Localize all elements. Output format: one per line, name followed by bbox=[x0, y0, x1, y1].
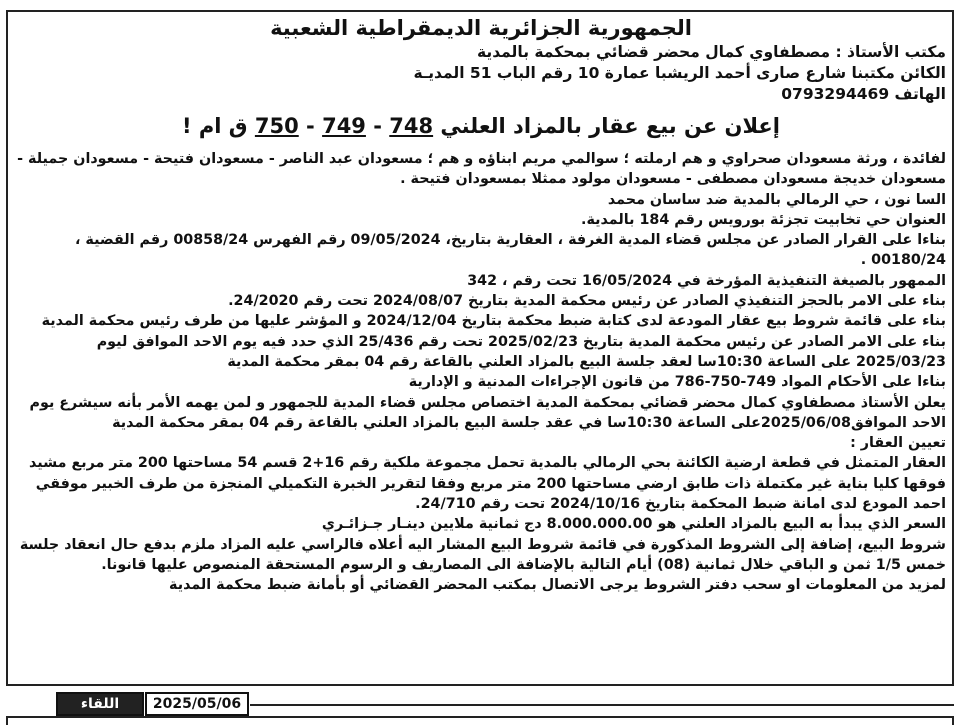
body-paragraph: السعر الذي يبدأ به البيع بالمزاد العلني هو 8.000.000.00 دج ثمانية ملايين دينـار جـزائـري bbox=[321, 516, 946, 533]
office-line: مكتب الأستاذ : مصطفاوي كمال محضر قضائي بمحكمة بالمدية bbox=[476, 43, 946, 61]
footer-bar bbox=[0, 692, 962, 714]
body-paragraph: شروط البيع، إضافة إلى الشروط المذكورة في قائمة شروط البيع المشار اليه أعلاه فالراسي عليه المزاد ملزم بدفع حال انعقاد جلسة خمس 1/5 ثمن و الباقي خلال ثمانية (08) أيام التالية بالإضافة الى المصاريف و الرسوم المستحقة المنصوص عليها قانونا. bbox=[19, 536, 946, 573]
address-line: الكائن مكتبنا شارع صارى أحمد الريشبا عمارة 10 رقم الباب 51 المديـة bbox=[413, 64, 946, 82]
notice-document bbox=[0, 14, 962, 596]
title-number-750: 750 bbox=[254, 114, 299, 138]
body-paragraph: يعلن الأستاذ مصطفاوي كمال محضر قضائي بمحكمة المدية اختصاص مجلس قضاء المدية للجمهور و لمن يهمه الأمر بأنه سيشرع يوم الاحد الموافق2025/06/08على الساعة 10:30سا في عقد جلسة البيع بالمزاد العلني بالقاعة رقم 04 بمقر محكمة المدية bbox=[29, 394, 946, 431]
title-number-748: 748 bbox=[389, 114, 434, 138]
body-paragraph: بناء على الامر بالحجز التنفيذي الصادر عن رئيس محكمة المدية بتاريخ 2024/08/07 تحت رقم 24/2020. bbox=[228, 293, 946, 310]
body-paragraph: بناء على قائمة شروط بيع عقار المودعة لدى كتابة ضبط محكمة بتاريخ 2024/12/04 و المؤشر عليها من طرف رئيس محكمة المدية bbox=[41, 313, 946, 330]
body-paragraph: السا نون ، حي الرمالي بالمدية ضد ساسان محمد bbox=[607, 191, 946, 208]
title-sep-2: - bbox=[306, 114, 323, 138]
title-number-749: 749 bbox=[322, 114, 366, 138]
notice-body bbox=[0, 149, 962, 596]
body-paragraph: بناءا على القرار الصادر عن مجلس قضاء المدية الغرفة ، العقارية بتاريخ، 09/05/2024 رقم الفهرس 00858/24 رقم القضية ، 00180/24 . bbox=[74, 232, 946, 269]
title-sep-1: - bbox=[373, 114, 390, 138]
body-paragraph: لفائدة ، ورثة مسعودان صحراوي و هم ارملته ؛ سوالمي مريم ابناؤه و هم ؛ مسعودان عبد الناصر - مسعودان فتيحة - مسعودان جميلة - مسعودان خديجة مسعودان مصطفى - مسعودان مولود ممثلا بمسعودان فتيحة . bbox=[17, 151, 946, 188]
republic-heading: الجمهورية الجزائرية الديمقراطية الشعبية bbox=[270, 16, 692, 40]
publication-date: 2025/05/06 bbox=[145, 692, 249, 716]
body-paragraph: الممهور بالصيغة التنفيذية المؤرخة في 16/05/2024 تحت رقم ، 342 bbox=[467, 272, 946, 289]
footer-divider bbox=[250, 704, 954, 706]
title-suffix: ق ام ! bbox=[182, 114, 255, 138]
body-paragraph: بناءا على الأحكام المواد 749-750-786 من قانون الإجراءات المدنية و الإدارية bbox=[408, 374, 946, 391]
body-paragraph: العقار المتمثل في قطعة ارضية الكائنة بحي الرمالي بالمدية تحمل مجموعة ملكية رقم 16+2 قسم 54 مساحتها 200 متر مربع مشيد فوقها كليا بناية غير مكتملة ذات طابق ارضي مساحتها 200 متر مربع وفقا لتقرير الخبرة التكميلي المنجزة من طرف الخبير موفقي احمد المودع لدى امانة ضبط المحكمة بتاريخ 2024/10/16 تحت رقم 24/710. bbox=[29, 455, 946, 513]
body-paragraph: لمزيد من المعلومات او سحب دفتر الشروط يرجى الاتصال بمكتب المحضر القضائي أو بأمانة ضبط محكمة المدية bbox=[169, 577, 946, 594]
body-paragraph: تعيين العقار : bbox=[850, 435, 946, 452]
newspaper-name: اللقاء bbox=[56, 692, 144, 716]
notice-title bbox=[0, 111, 962, 141]
phone-line: الهاتف 0793294469 bbox=[781, 85, 946, 103]
next-notice-border bbox=[6, 716, 954, 725]
title-prefix: إعلان عن بيع عقار بالمزاد العلني bbox=[440, 114, 780, 138]
body-paragraph: بناء على الامر الصادر عن رئيس محكمة المدية بتاريخ 2025/02/23 تحت رقم 25/436 الذي حدد فيه يوم الاحد الموافق ليوم 2025/03/23 على الساعة 10:30سا لعقد جلسة البيع بالمزاد العلني بالقاعة رقم 04 بمقر محكمة المدية bbox=[96, 333, 946, 370]
body-paragraph: العنوان حي تخابيت تجزئة بورويس رقم 184 بالمدية. bbox=[581, 211, 946, 228]
